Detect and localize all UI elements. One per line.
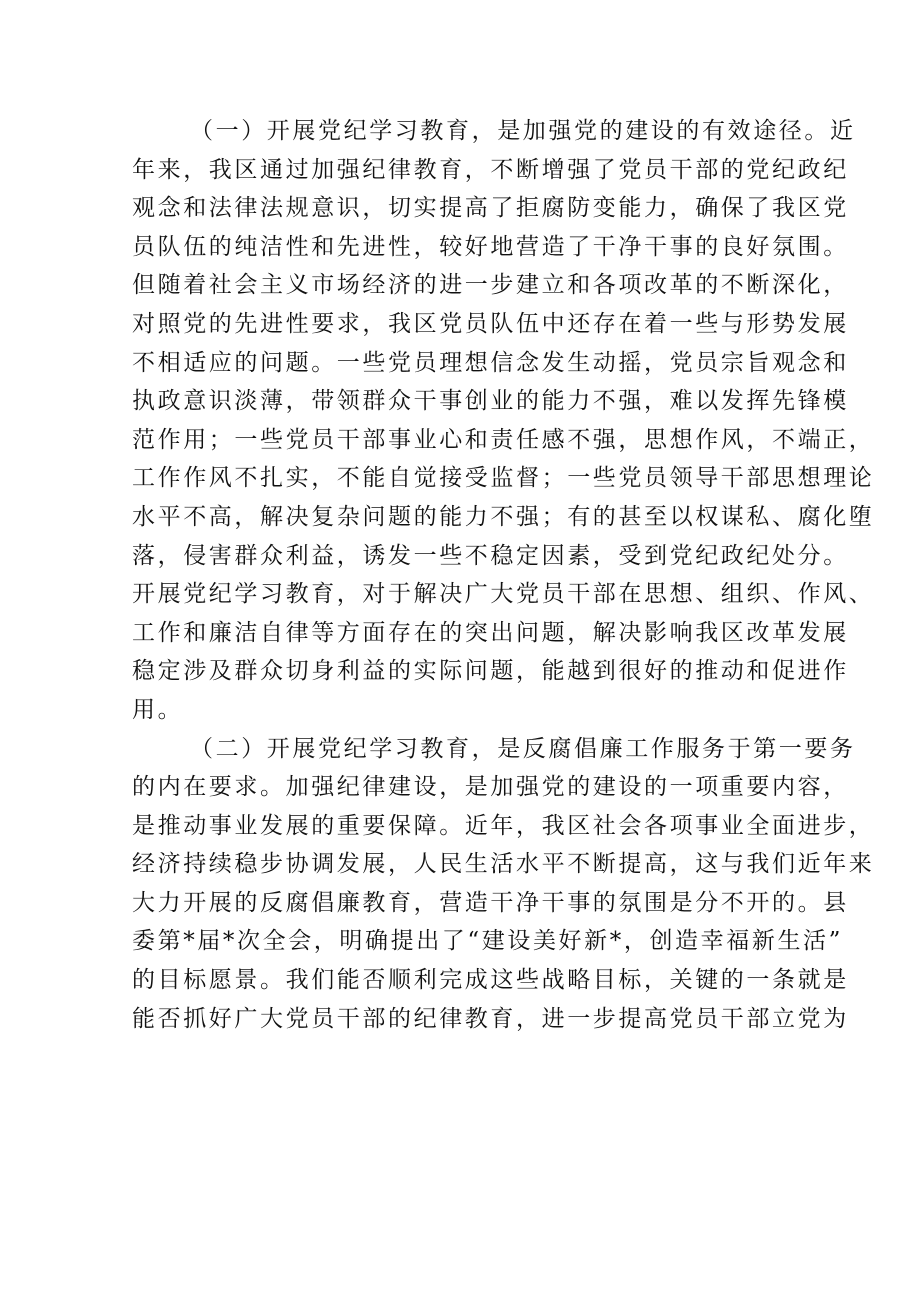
text-line: 观念和法律法规意识，切实提高了拒腐防变能力，确保了我区党 <box>132 195 849 222</box>
text-line: 的目标愿景。我们能否顺利完成这些战略目标，关键的一条就是 <box>132 967 849 994</box>
text-line: 工作和廉洁自律等方面存在的突出问题，解决影响我区改革发展 <box>132 619 849 646</box>
text-line: 执政意识淡薄，带领群众干事创业的能力不强，难以发挥先锋模 <box>132 388 849 415</box>
text-line: 稳定涉及群众切身利益的实际问题，能越到很好的推动和促进作 <box>132 658 849 685</box>
text-line: 但随着社会主义市场经济的进一步建立和各项改革的不断深化， <box>132 272 849 299</box>
text-line: 对照党的先进性要求，我区党员队伍中还存在着一些与形势发展 <box>132 310 849 337</box>
text-line: （一）开展党纪学习教育，是加强党的建设的有效途径。近 <box>190 118 856 144</box>
text-line: 范作用；一些党员干部事业心和责任感不强，思想作风，不端正， <box>132 426 875 453</box>
paragraph-2 <box>132 730 875 1039</box>
text-line: 能否抓好广大党员干部的纪律教育，进一步提高党员干部立党为 <box>132 1005 849 1032</box>
text-line: 委第*届*次全会，明确提出了“建设美好新*，创造幸福新生活” <box>132 928 844 955</box>
text-line: 的内在要求。加强纪律建设，是加强党的建设的一项重要内容， <box>132 774 849 801</box>
text-line: 年来，我区通过加强纪律教育，不断增强了党员干部的党纪政纪 <box>132 156 849 183</box>
text-line: 员队伍的纯洁性和先进性，较好地营造了干净干事的良好氛围。 <box>132 233 849 260</box>
text-line: 经济持续稳步协调发展，人民生活水平不断提高，这与我们近年来 <box>132 851 875 878</box>
text-line: 用。 <box>132 696 184 723</box>
text-line: （二）开展党纪学习教育，是反腐倡廉工作服务于第一要务 <box>190 735 856 762</box>
text-line: 不相适应的问题。一些党员理想信念发生动摇，党员宗旨观念和 <box>132 349 849 376</box>
text-line: 是推动事业发展的重要保障。近年，我区社会各项事业全面进步， <box>132 812 875 839</box>
text-line: 开展党纪学习教育，对于解决广大党员干部在思想、组织、作风、 <box>132 581 875 608</box>
document-body <box>132 112 875 1038</box>
text-line: 大力开展的反腐倡廉教育，营造干净干事的氛围是分不开的。县 <box>132 889 849 916</box>
text-line: 落，侵害群众利益，诱发一些不稳定因素，受到党纪政纪处分。 <box>132 542 849 569</box>
text-line: 工作作风不扎实，不能自觉接受监督；一些党员领导干部思想理论 <box>132 465 875 492</box>
text-line: 水平不高，解决复杂问题的能力不强；有的甚至以权谋私、腐化堕 <box>132 503 875 530</box>
paragraph-1 <box>132 112 875 730</box>
